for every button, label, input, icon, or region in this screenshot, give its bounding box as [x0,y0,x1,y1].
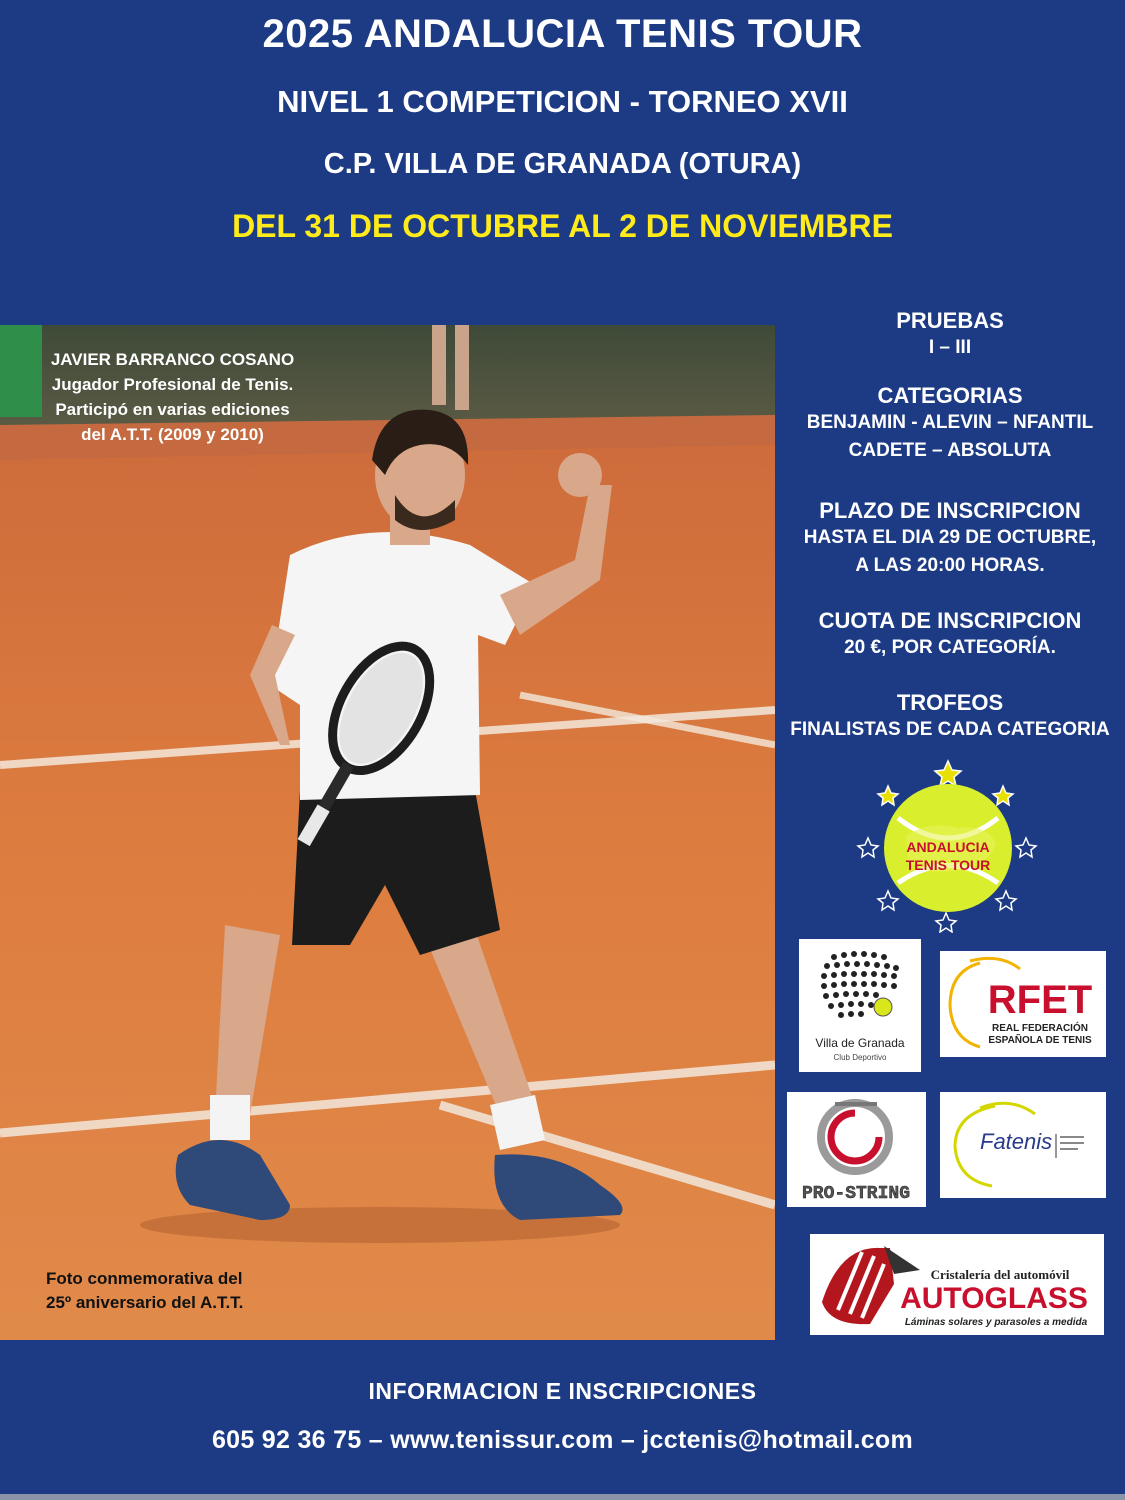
plazo-label: PLAZO DE INSCRIPCION [819,498,1081,523]
plazo-line: HASTA EL DIA 29 DE OCTUBRE, [803,527,1097,548]
caption-line: Jugador Profesional de Tenis. [51,375,294,394]
plazo-line: A LAS 20:00 HORAS. [855,555,1045,576]
venue: C.P. VILLA DE GRANADA (OTURA) [323,148,802,180]
caption-line: Participó en varias ediciones [55,400,290,419]
cuota-value: 20 €, POR CATEGORÍA. [844,637,1056,658]
footer-title: INFORMACION E INSCRIPCIONES [368,1378,757,1404]
rfet-logo [940,951,1106,1057]
poster-title: 2025 ANDALUCIA TENIS TOUR [262,12,863,56]
autoglass-top: Cristalería del automóvil [930,1267,1070,1282]
trofeos-value: FINALISTAS DE CADA CATEGORIA [790,719,1110,740]
caption-line: JAVIER BARRANCO COSANO [50,350,295,369]
plazo-block [780,498,1120,580]
pruebas-value: I – III [928,337,972,358]
photo-caption-player [40,347,305,447]
rfet-text: RFET [987,978,1093,1022]
categorias-label: CATEGORIAS [877,383,1023,408]
categorias-line: BENJAMIN - ALEVIN – NFANTIL [806,412,1094,433]
pruebas-block [780,308,1120,362]
tournament-level: NIVEL 1 COMPETICION - TORNEO XVII [277,84,848,119]
autoglass-logo [810,1234,1104,1335]
footer [0,1340,1125,1500]
trofeos-label: TROFEOS [896,690,1004,715]
rfet-sub1: REAL FEDERACIÓN [992,1023,1088,1034]
bottom-divider [0,1494,1125,1500]
cuota-label: CUOTA DE INSCRIPCION [818,608,1082,633]
footer-contact: 605 92 36 75 – www.tenissur.com – jcctenis@hotmail.com [211,1426,914,1454]
pro-string-text: PRO-STRING [801,1184,911,1204]
att-logo [848,758,1048,933]
pro-string-logo [787,1092,926,1207]
categorias-line: CADETE – ABSOLUTA [848,440,1052,461]
fatenis-logo [940,1092,1106,1198]
tournament-dates: DEL 31 DE OCTUBRE AL 2 DE NOVIEMBRE [232,208,893,244]
villa-sub: Club Deportivo [833,1053,887,1062]
caption-line: del A.T.T. (2009 y 2010) [81,425,264,444]
att-logo-line1: ANDALUCIA [906,839,990,855]
player-photo [0,325,775,1340]
photo-caption-anniversary [46,1267,306,1315]
pruebas-label: PRUEBAS [896,308,1004,333]
villa-name: Villa de Granada [815,1036,905,1050]
fatenis-text: Fatenis [980,1129,1053,1154]
autoglass-sub: Láminas solares y parasoles a medida [904,1317,1088,1328]
cuota-block [780,608,1120,662]
trofeos-block [780,690,1120,744]
att-logo-line2: TENIS TOUR [905,857,991,873]
autoglass-text: AUTOGLASS [900,1282,1088,1315]
caption-line: Foto conmemorativa del [46,1269,243,1288]
villa-de-granada-logo [799,939,921,1072]
categorias-block [780,383,1120,465]
rfet-sub2: ESPAÑOLA DE TENIS [988,1035,1092,1046]
caption-line: 25º aniversario del A.T.T. [46,1293,244,1312]
